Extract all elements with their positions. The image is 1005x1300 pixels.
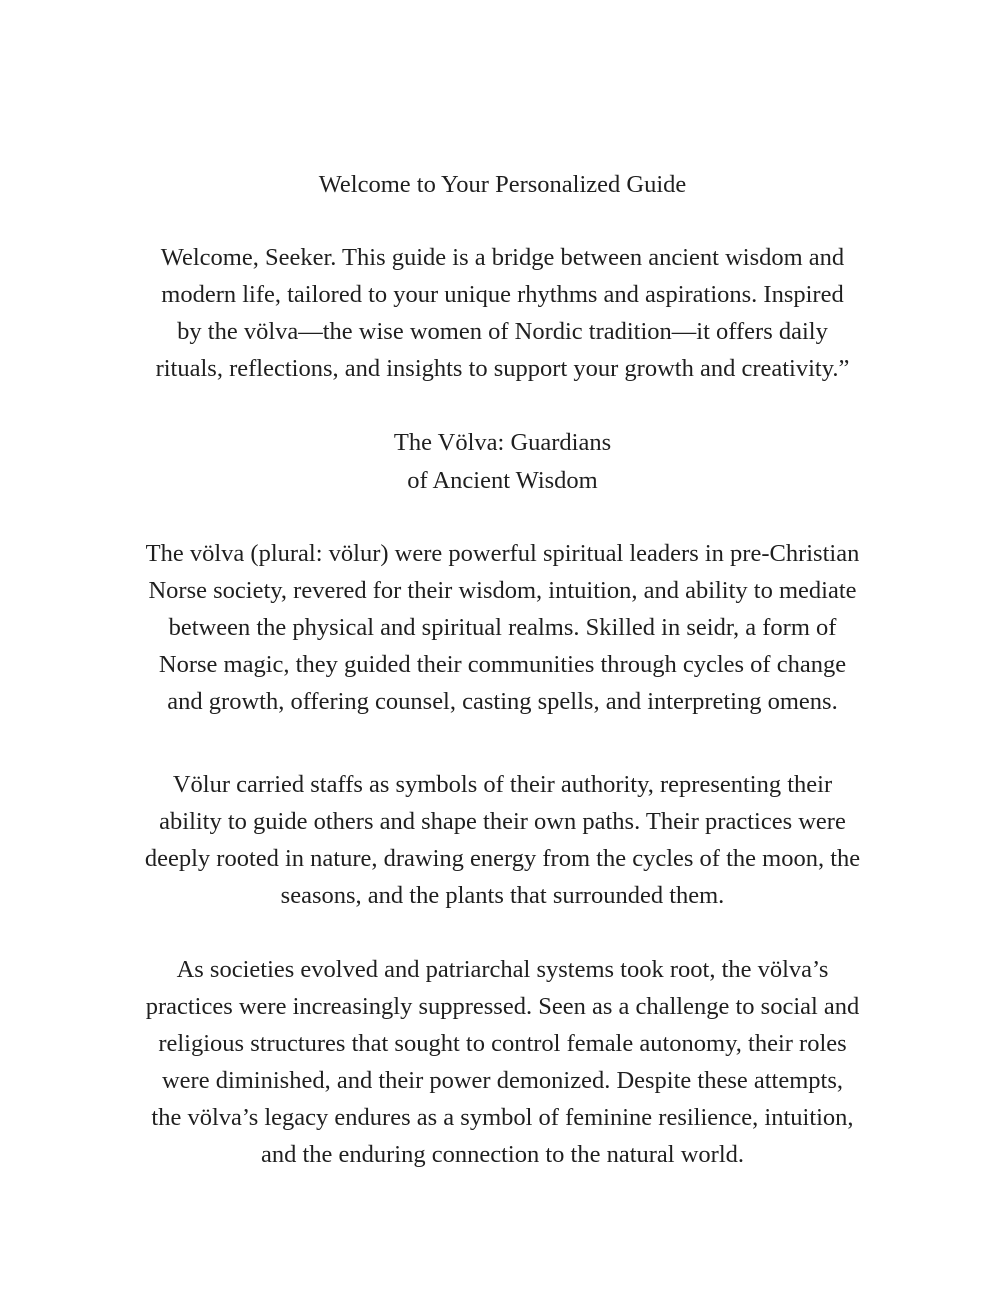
body-paragraph [60,535,945,720]
paragraph-line: Norse society, revered for their wisdom, intuition, and ability to mediate [148,577,857,604]
page-title: Welcome to Your Personalized Guide [318,171,687,198]
paragraph-line: religious structures that sought to control female autonomy, their roles [158,1030,847,1057]
paragraph-line: were diminished, and their power demonized. Despite these attempts, [161,1067,844,1094]
paragraph-line: between the physical and spiritual realms. Skilled in seidr, a form of [168,614,837,641]
paragraph-line: and the enduring connection to the natural world. [260,1141,745,1168]
section-heading-line: The Völva: Guardians [393,429,612,456]
paragraph-line: practices were increasingly suppressed. Seen as a challenge to social and [145,993,860,1020]
paragraph-line: As societies evolved and patriarchal systems took root, the völva’s [176,956,829,983]
paragraph-line: and growth, offering counsel, casting spells, and interpreting omens. [167,688,838,715]
paragraph-line: seasons, and the plants that surrounded them. [280,882,725,909]
paragraph-line: The völva (plural: völur) were powerful spiritual leaders in pre-Christian [145,540,860,567]
paragraph-line: Norse magic, they guided their communities through cycles of change [158,651,847,678]
section-heading-line: of Ancient Wisdom [407,467,598,494]
body-paragraph [60,766,945,914]
paragraph-line: ability to guide others and shape their own paths. Their practices were [159,808,846,835]
paragraph-line: deeply rooted in nature, drawing energy from the cycles of the moon, the [144,845,861,872]
intro-line: rituals, reflections, and insights to support your growth and creativity.” [155,355,850,382]
intro-paragraph [60,239,945,387]
paragraph-line: the völva’s legacy endures as a symbol of feminine resilience, intuition, [151,1104,854,1131]
intro-line: by the völva—the wise women of Nordic tradition—it offers daily [177,318,828,345]
body-paragraph [60,951,945,1173]
section-heading [60,424,945,500]
intro-line: modern life, tailored to your unique rhythms and aspirations. Inspired [161,281,844,308]
intro-line: Welcome, Seeker. This guide is a bridge between ancient wisdom and [160,244,845,271]
paragraph-line: Völur carried staffs as symbols of their authority, representing their [172,771,833,798]
